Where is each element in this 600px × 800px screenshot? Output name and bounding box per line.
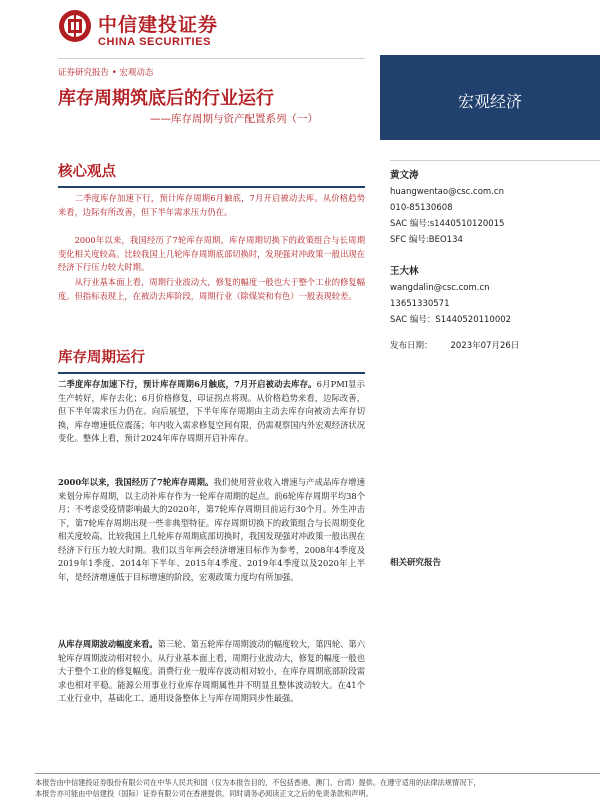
section-core-rule (58, 186, 365, 188)
disclaimer-line-2: 本报告亦可能由中信建投（国际）证券有限公司在香港提供。同时请务必阅读正文之后的免责条款和声明。 (35, 789, 373, 798)
report-type: 证券研究报告 • 宏观动态 (58, 68, 154, 78)
category-banner-label: 宏观经济 (457, 92, 522, 111)
section-core-title: 核心观点 (58, 164, 116, 180)
related-reports-label: 相关研究报告 (390, 558, 442, 568)
analyst-1 (390, 168, 590, 248)
publish-date-value: 2023年07月26日 (450, 341, 520, 351)
cycle-paragraph-3-lead: 从库存周期波动幅度来看。 (58, 639, 158, 649)
section-cycle-header (58, 346, 365, 374)
cycle-paragraph-1 (58, 378, 365, 446)
logo-name-cn: 中信建投证券 (98, 14, 219, 36)
analyst-2-sac: SAC 编号：S1440520110002 (390, 315, 512, 325)
cycle-paragraph-2-body: 我们使用营业收入增速与产成品库存增速来划分库存周期，以主动补库存作为一轮库存周期的起点。前6轮库存周期平均38个月；不考虑受疫情影响最大的2020年，第7轮库存周期目前运行30个月。外生冲击下，第7轮库存周期出现一些非典型特征。库存周期切换下的政策组合与长周期变化相关度较高。比较我国上几轮库存周期底部切换时，我国发现强对冲政策一般出现在经济下行压力较大时期。我们以当年两会经济增速目标作为参考，2008年4季度及2019年1季度、2014年下半年、2015年4季度、2019年4季度以及2020年上半年，是经济增速低于目标增速的阶段，宏观政策力度均有所加强。 (58, 477, 365, 582)
cycle-paragraph-1-lead: 二季度库存加速下行，预计库存周期6月触底，7月开启被动去库存。 (58, 379, 317, 389)
section-core-header (58, 160, 365, 188)
publish-date (390, 338, 590, 354)
analyst-2-name: 王大林 (390, 266, 419, 277)
cycle-paragraph-3 (58, 638, 365, 706)
analyst-1-name: 黄文涛 (390, 170, 419, 181)
cycle-paragraph-3-body: 第三轮、第五轮库存周期波动的幅度较大，第四轮、第六轮库存周期波动相对较小。从行业基本面上看，周期行业波动大，修复的幅度一般也大于整个工业的修复幅度。消费行业一般库存波动相对较小，在库存周期底部阶段需求也相对平稳。能源公用事业行业库存周期属性并不明显且整体波动较大。在41个工业行业中，基础化工、通用设备整体上与库存周期同步性最强。 (58, 639, 366, 703)
analyst-1-email[interactable]: huangwentao@csc.com.cn (390, 187, 504, 197)
analyst-2-email[interactable]: wangdalin@csc.com.cn (390, 283, 490, 293)
category-banner (380, 55, 600, 140)
cycle-paragraph-2 (58, 476, 365, 584)
company-logo (58, 8, 218, 50)
analyst-1-sfc: SFC 编号:BEO134 (390, 235, 463, 245)
logo-name-en: CHINA SECURITIES (98, 36, 212, 48)
section-cycle-title: 库存周期运行 (58, 350, 145, 366)
cycle-paragraph-2-lead: 2000年以来，我国经历了7轮库存周期。 (58, 477, 214, 487)
analyst-1-phone: 010-85130608 (390, 203, 453, 213)
report-title: 库存周期筑底后的行业运行 (58, 88, 274, 109)
disclaimer-line-1: 本报告由中信建投证券股份有限公司在中华人民共和国（仅为本报告目的，不包括香港、澳门、台湾）提供。在遵守适用的法律法规情况下， (35, 778, 481, 787)
publish-date-label: 发布日期： (390, 341, 433, 351)
analyst-2 (390, 264, 590, 328)
footer-rule (35, 773, 600, 774)
disclaimer-footer (35, 777, 600, 799)
analyst-1-sac: SAC 编号:s1440510120015 (390, 219, 505, 229)
company-logo-mark-icon (58, 9, 92, 43)
core-paragraph-2: 2000年以来，我国经历了7轮库存周期。库存周期切换下的政策组合与长周期变化相关度较高。比较我国上几轮库存周期底部切换时，发现强对冲政策一般出现在经济下行压力较大时期。 (58, 235, 365, 272)
cycle-paragraph-1-body: 6月PMI显示生产转好，库存去化；6月价格修复，印证拐点将现。从价格趋势来看，边际改善，但下半年需求压力仍在。向后展望，下半年库存周期由主动去库存向被动去库存切换，库存增速低位震荡；年内收入需求修复空间有限，仍需观察国内外宏观经济状况变化。整体上看，预计2024年库存周期开启补库存。 (58, 379, 365, 443)
report-subtitle: ——库存周期与资产配置系列（一） (150, 113, 318, 125)
sidebar-divider-top (390, 160, 600, 161)
section-cycle-rule (58, 372, 365, 374)
analyst-2-phone: 13651330571 (390, 299, 450, 309)
core-paragraph-1: 二季度库存加速下行，预计库存周期6月触底，7月开启被动去库。从价格趋势来看，边际有所改善，但下半年需求压力仍在。 (58, 193, 365, 217)
header-divider (58, 58, 365, 59)
core-paragraph-3: 从行业基本面上看，周期行业波动大，修复的幅度一般也大于整个工业的修复幅度。但指标表现上，在被动去库阶段，周期行业（除煤炭和有色）一般表现较差。 (58, 277, 365, 301)
